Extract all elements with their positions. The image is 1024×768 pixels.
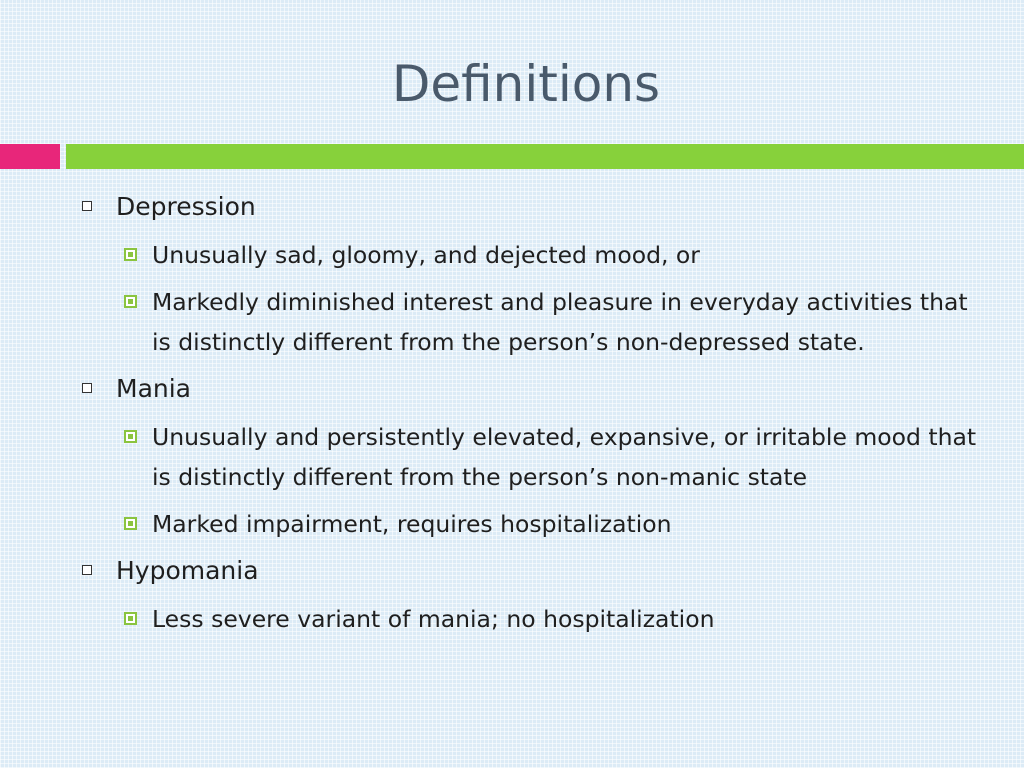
hollow-square-bullet-icon	[82, 383, 92, 393]
green-square-bullet-icon	[124, 612, 137, 625]
green-square-bullet-icon	[124, 430, 137, 443]
green-square-bullet-icon	[124, 517, 137, 530]
accent-bar-pink	[0, 144, 60, 169]
bullet-label: Depression	[116, 192, 256, 221]
green-square-bullet-icon	[124, 295, 137, 308]
sub-bullet-text: Unusually and persistently elevated, expansive, or irritable mood that is distinctly different from the person’s non-manic state	[152, 423, 977, 491]
hollow-square-bullet-icon	[82, 565, 92, 575]
sub-bullet-text: Marked impairment, requires hospitalization	[152, 510, 672, 538]
bullet-item-mania	[82, 368, 982, 410]
sub-bullet-item	[82, 504, 982, 544]
bullet-item-depression	[82, 186, 982, 228]
bullet-item-hypomania	[82, 550, 982, 592]
bullet-label: Hypomania	[116, 556, 259, 585]
sub-bullet-text: Markedly diminished interest and pleasure in everyday activities that is distinctly different from the person’s non-depressed state.	[152, 288, 968, 356]
bullet-label: Mania	[116, 374, 191, 403]
sub-bullet-item	[82, 282, 982, 362]
sub-bullet-item	[82, 235, 982, 275]
hollow-square-bullet-icon	[82, 201, 92, 211]
sub-bullet-text: Unusually sad, gloomy, and dejected mood, or	[152, 241, 700, 269]
sub-bullet-text: Less severe variant of mania; no hospitalization	[152, 605, 715, 633]
green-square-bullet-icon	[124, 248, 137, 261]
accent-bar-green	[66, 144, 1024, 169]
sub-bullet-item	[82, 599, 982, 639]
sub-bullet-item	[82, 417, 982, 497]
bullet-list	[82, 186, 982, 639]
slide-title: Definitions	[391, 55, 661, 113]
